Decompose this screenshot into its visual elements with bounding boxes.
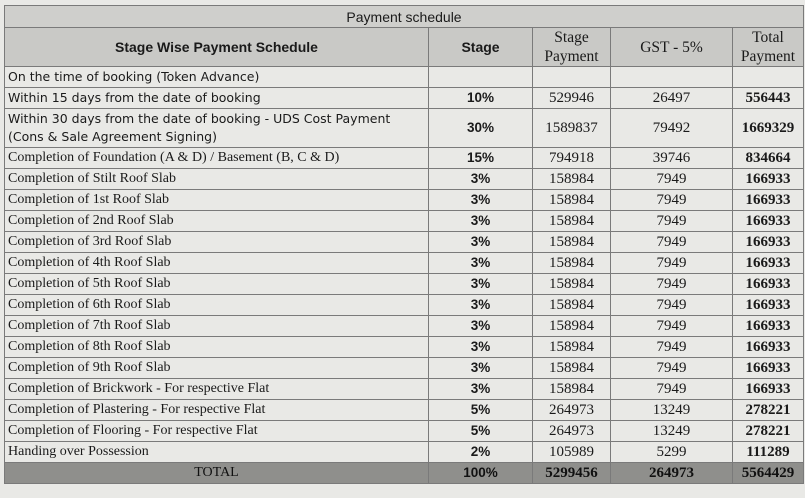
row-gst [611,67,733,88]
row-description: Completion of Brickwork - For respective Flat [5,379,429,400]
table-row [5,109,804,148]
row-total: 166933 [733,211,804,232]
table-row [5,421,804,442]
table-row [5,148,804,169]
row-stage: 5% [429,400,533,421]
row-gst: 79492 [611,109,733,148]
row-stage: 3% [429,316,533,337]
row-description: Within 30 days from the date of booking - UDS Cost Payment (Cons & Sale Agreement Signing) [5,109,429,148]
row-description: Completion of Plastering - For respective Flat [5,400,429,421]
payment-schedule-table [4,5,804,484]
row-description: Handing over Possession [5,442,429,463]
row-stage: 3% [429,295,533,316]
row-stage: 3% [429,169,533,190]
row-stage: 3% [429,358,533,379]
row-stage: 3% [429,274,533,295]
row-description: Completion of 6th Roof Slab [5,295,429,316]
table-row [5,211,804,232]
header-stage: Stage [429,28,533,67]
row-stage: 3% [429,337,533,358]
table-row [5,358,804,379]
row-total: 834664 [733,148,804,169]
row-description: Within 15 days from the date of booking [5,88,429,109]
header-row [5,28,804,67]
header-total-payment: Total Payment [733,28,804,67]
row-stage: 3% [429,253,533,274]
row-stage-payment: 264973 [533,400,611,421]
row-stage-payment: 264973 [533,421,611,442]
row-description: Completion of Foundation (A & D) / Basement (B, C & D) [5,148,429,169]
row-gst: 7949 [611,253,733,274]
title-row [5,6,804,28]
row-stage-payment: 1589837 [533,109,611,148]
row-total: 278221 [733,421,804,442]
row-gst: 7949 [611,379,733,400]
table-row [5,88,804,109]
row-gst: 7949 [611,232,733,253]
row-description: Completion of 5th Roof Slab [5,274,429,295]
row-stage: 3% [429,211,533,232]
row-gst: 7949 [611,316,733,337]
table-row [5,274,804,295]
row-description: On the time of booking (Token Advance) [5,67,429,88]
row-stage-payment: 158984 [533,232,611,253]
total-label: TOTAL [5,463,429,484]
row-description: Completion of Stilt Roof Slab [5,169,429,190]
row-stage: 5% [429,421,533,442]
payment-schedule-sheet [4,5,803,484]
row-gst: 26497 [611,88,733,109]
row-total: 166933 [733,232,804,253]
row-total: 166933 [733,190,804,211]
header-gst: GST - 5% [611,28,733,67]
row-stage-payment: 158984 [533,316,611,337]
row-gst: 7949 [611,211,733,232]
row-stage-payment: 158984 [533,190,611,211]
row-description: Completion of Flooring - For respective Flat [5,421,429,442]
row-description: Completion of 7th Roof Slab [5,316,429,337]
row-total: 166933 [733,295,804,316]
row-stage-payment: 158984 [533,295,611,316]
row-total: 166933 [733,169,804,190]
row-description: Completion of 3rd Roof Slab [5,232,429,253]
table-title: Payment schedule [5,6,804,28]
row-gst: 7949 [611,190,733,211]
row-gst: 7949 [611,337,733,358]
row-total: 166933 [733,358,804,379]
row-stage [429,67,533,88]
row-gst: 7949 [611,295,733,316]
total-gst: 264973 [611,463,733,484]
row-total: 166933 [733,337,804,358]
row-total: 166933 [733,274,804,295]
row-total [733,67,804,88]
table-row [5,442,804,463]
table-row [5,295,804,316]
row-total: 278221 [733,400,804,421]
row-description: Completion of 8th Roof Slab [5,337,429,358]
row-stage-payment [533,67,611,88]
row-stage: 3% [429,190,533,211]
row-stage: 10% [429,88,533,109]
row-stage: 2% [429,442,533,463]
table-row [5,253,804,274]
row-stage: 3% [429,232,533,253]
total-row [5,463,804,484]
row-total: 111289 [733,442,804,463]
row-description: Completion of 9th Roof Slab [5,358,429,379]
total-stage-payment: 5299456 [533,463,611,484]
row-stage-payment: 794918 [533,148,611,169]
table-row [5,169,804,190]
total-stage: 100% [429,463,533,484]
row-stage-payment: 158984 [533,358,611,379]
row-stage-payment: 158984 [533,169,611,190]
row-gst: 13249 [611,400,733,421]
table-row [5,190,804,211]
row-gst: 39746 [611,148,733,169]
row-stage-payment: 158984 [533,211,611,232]
row-stage-payment: 158984 [533,379,611,400]
row-total: 556443 [733,88,804,109]
row-total: 1669329 [733,109,804,148]
row-stage: 15% [429,148,533,169]
row-total: 166933 [733,316,804,337]
row-description: Completion of 4th Roof Slab [5,253,429,274]
table-row [5,337,804,358]
row-description: Completion of 1st Roof Slab [5,190,429,211]
row-stage-payment: 158984 [533,253,611,274]
table-row [5,232,804,253]
row-total: 166933 [733,379,804,400]
row-description: Completion of 2nd Roof Slab [5,211,429,232]
table-row [5,316,804,337]
row-gst: 7949 [611,274,733,295]
table-body [5,6,804,484]
total-payment: 5564429 [733,463,804,484]
header-description: Stage Wise Payment Schedule [5,28,429,67]
row-gst: 7949 [611,358,733,379]
row-stage-payment: 529946 [533,88,611,109]
row-stage: 30% [429,109,533,148]
table-row [5,67,804,88]
row-stage-payment: 158984 [533,274,611,295]
row-gst: 7949 [611,169,733,190]
header-stage-payment: Stage Payment [533,28,611,67]
row-stage-payment: 105989 [533,442,611,463]
table-row [5,400,804,421]
row-stage: 3% [429,379,533,400]
row-gst: 5299 [611,442,733,463]
row-stage-payment: 158984 [533,337,611,358]
table-row [5,379,804,400]
row-total: 166933 [733,253,804,274]
row-gst: 13249 [611,421,733,442]
